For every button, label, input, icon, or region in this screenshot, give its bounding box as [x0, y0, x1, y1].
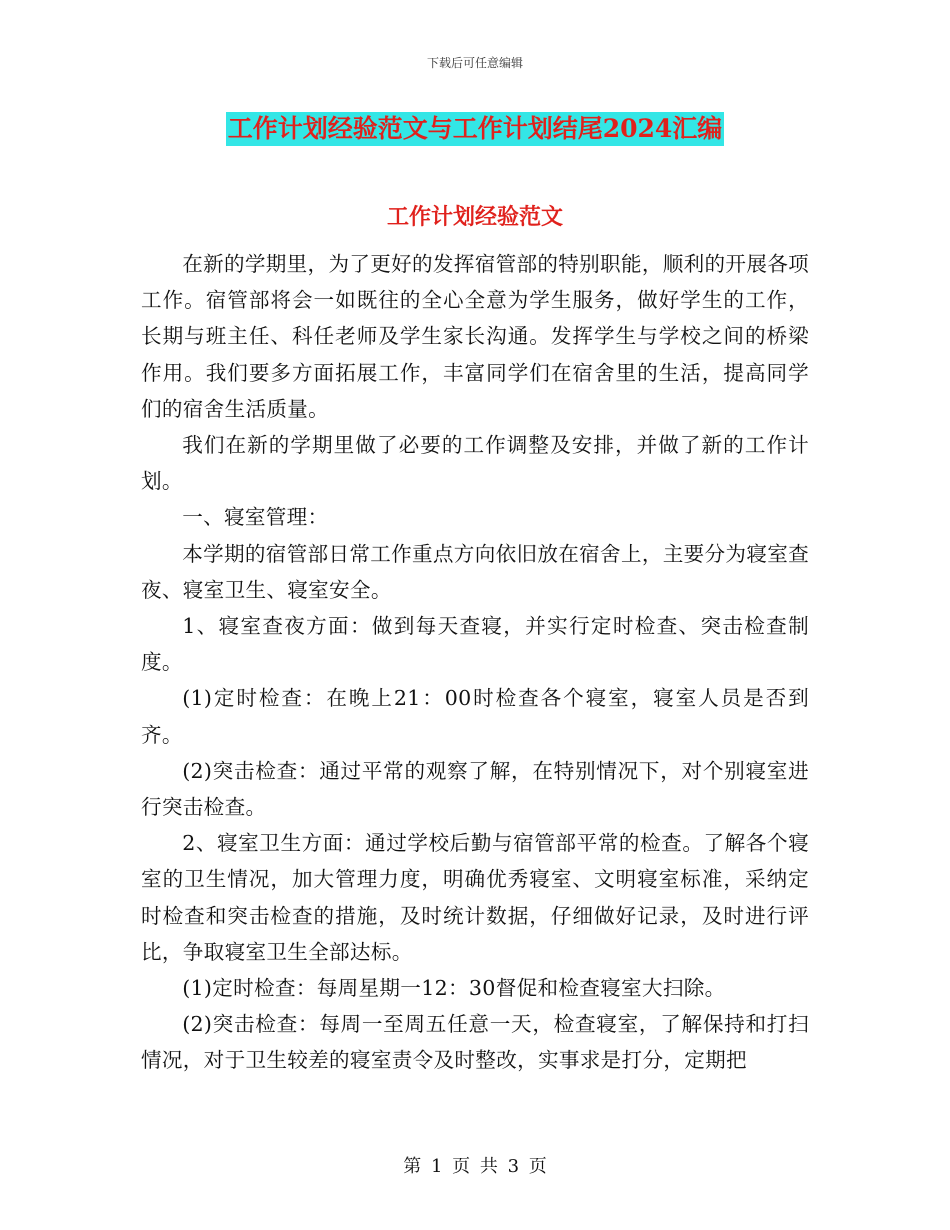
- header-note: 下载后可任意编辑: [426, 56, 523, 70]
- document-title-container: [0, 112, 950, 146]
- paragraph: (1)定时检查：在晚上21：00时检查各个寝室，寝室人员是否到齐。: [141, 686, 809, 747]
- page-footer: 第 1 页 共 3 页: [403, 1156, 547, 1177]
- paragraph: 在新的学期里，为了更好的发挥宿管部的特别职能，顺利的开展各项工作。宿管部将会一如既往的全心全意为学生服务，做好学生的工作，长期与班主任、科任老师及学生家长沟通。发挥学生与学校之间的桥梁作用。我们要多方面拓展工作，丰富同学们在宿舍里的生活，提高同学们的宿舍生活质量。: [141, 252, 809, 421]
- paragraph: (1)定时检查：每周星期一12：30督促和检查寝室大扫除。: [182, 976, 726, 1001]
- body-text: [141, 246, 809, 1079]
- paragraph: 我们在新的学期里做了必要的工作调整及安排，并做了新的工作计划。: [141, 433, 809, 494]
- paragraph: 2、寝室卫生方面：通过学校后勤与宿管部平常的检查。了解各个寝室的卫生情况，加大管理力度，明确优秀寝室、文明寝室标准，采纳定时检查和突击检查的措施，及时统计数据，仔细做好记录，及时进行评比，争取寝室卫生全部达标。: [141, 831, 809, 964]
- paragraph: 1、寝室查夜方面：做到每天查寝，并实行定时检查、突击检查制度。: [141, 614, 809, 675]
- paragraph: (2)突击检查：通过平常的观察了解，在特别情况下，对个别寝室进行突击检查。: [141, 758, 809, 820]
- paragraph: 本学期的宿管部日常工作重点方向依旧放在宿舍上，主要分为寝室查夜、寝室卫生、寝室安全。: [141, 541, 809, 602]
- section-title: 工作计划经验范文: [386, 204, 563, 230]
- paragraph: (2)突击检查：每周一至周五任意一天，检查寝室，了解保持和打扫情况，对于卫生较差的寝室责令及时整改，实事求是打分，定期把: [141, 1012, 809, 1073]
- paragraph: 一、寝室管理：: [182, 505, 329, 530]
- document-title: 工作计划经验范文与工作计划结尾2024汇编: [226, 112, 725, 146]
